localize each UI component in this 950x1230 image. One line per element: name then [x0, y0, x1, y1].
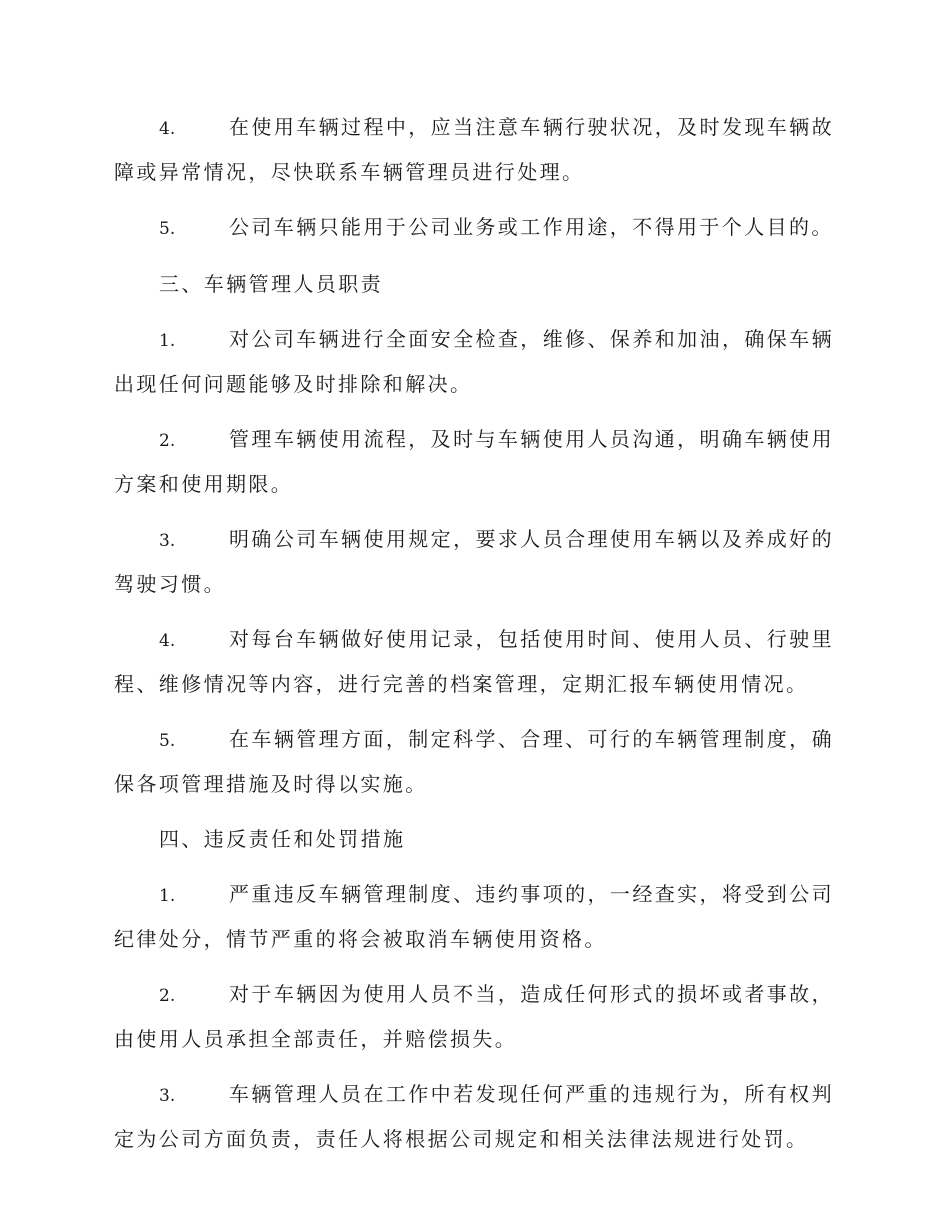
item-text: 对每台车辆做好使用记录，包括使用时间、使用人员、行驶里程、维修情况等内容，进行完善的档案管理，定期汇报车辆使用情况。 — [114, 627, 834, 696]
item-number: 1. — [159, 886, 176, 906]
item-text: 车辆管理人员在工作中若发现任何严重的违规行为，所有权判定为公司方面负责，责任人将根据公司规定和相关法律法规进行处罚。 — [114, 1082, 834, 1151]
list-item — [114, 518, 834, 606]
list-item — [114, 206, 834, 251]
item-number: 4. — [159, 631, 176, 651]
item-number: 2. — [159, 431, 176, 451]
section-heading: 三、车辆管理人员职责 — [159, 272, 383, 296]
item-text: 对于车辆因为使用人员不当，造成任何形式的损坏或者事故，由使用人员承担全部责任，并赔偿损失。 — [114, 982, 834, 1051]
item-number: 2. — [159, 986, 176, 1006]
list-item — [114, 973, 834, 1061]
item-number: 5. — [159, 731, 176, 751]
list-item — [114, 318, 834, 406]
item-text: 在使用车辆过程中，应当注意车辆行驶状况，及时发现车辆故障或异常情况，尽快联系车辆管理员进行处理。 — [114, 115, 834, 184]
document-body — [114, 106, 834, 1173]
item-text: 管理车辆使用流程，及时与车辆使用人员沟通，明确车辆使用方案和使用期限。 — [114, 427, 834, 496]
list-item — [114, 873, 834, 961]
item-text: 公司车辆只能用于公司业务或工作用途，不得用于个人目的。 — [229, 215, 834, 239]
item-number: 5. — [159, 219, 176, 239]
item-text: 明确公司车辆使用规定，要求人员合理使用车辆以及养成好的驾驶习惯。 — [114, 527, 834, 596]
item-text: 严重违反车辆管理制度、违约事项的，一经查实，将受到公司纪律处分，情节严重的将会被取消车辆使用资格。 — [114, 882, 834, 951]
item-number: 3. — [159, 1086, 176, 1106]
list-item — [114, 1073, 834, 1161]
item-text: 对公司车辆进行全面安全检查，维修、保养和加油，确保车辆出现任何问题能够及时排除和解决。 — [114, 327, 834, 396]
item-number: 1. — [159, 331, 176, 351]
list-item — [114, 718, 834, 806]
item-text: 在车辆管理方面，制定科学、合理、可行的车辆管理制度，确保各项管理措施及时得以实施。 — [114, 727, 834, 796]
list-item — [114, 618, 834, 706]
item-number: 3. — [159, 531, 176, 551]
list-item — [114, 418, 834, 506]
list-item — [114, 106, 834, 194]
item-number: 4. — [159, 119, 176, 139]
section-heading: 四、违反责任和处罚措施 — [159, 827, 406, 851]
